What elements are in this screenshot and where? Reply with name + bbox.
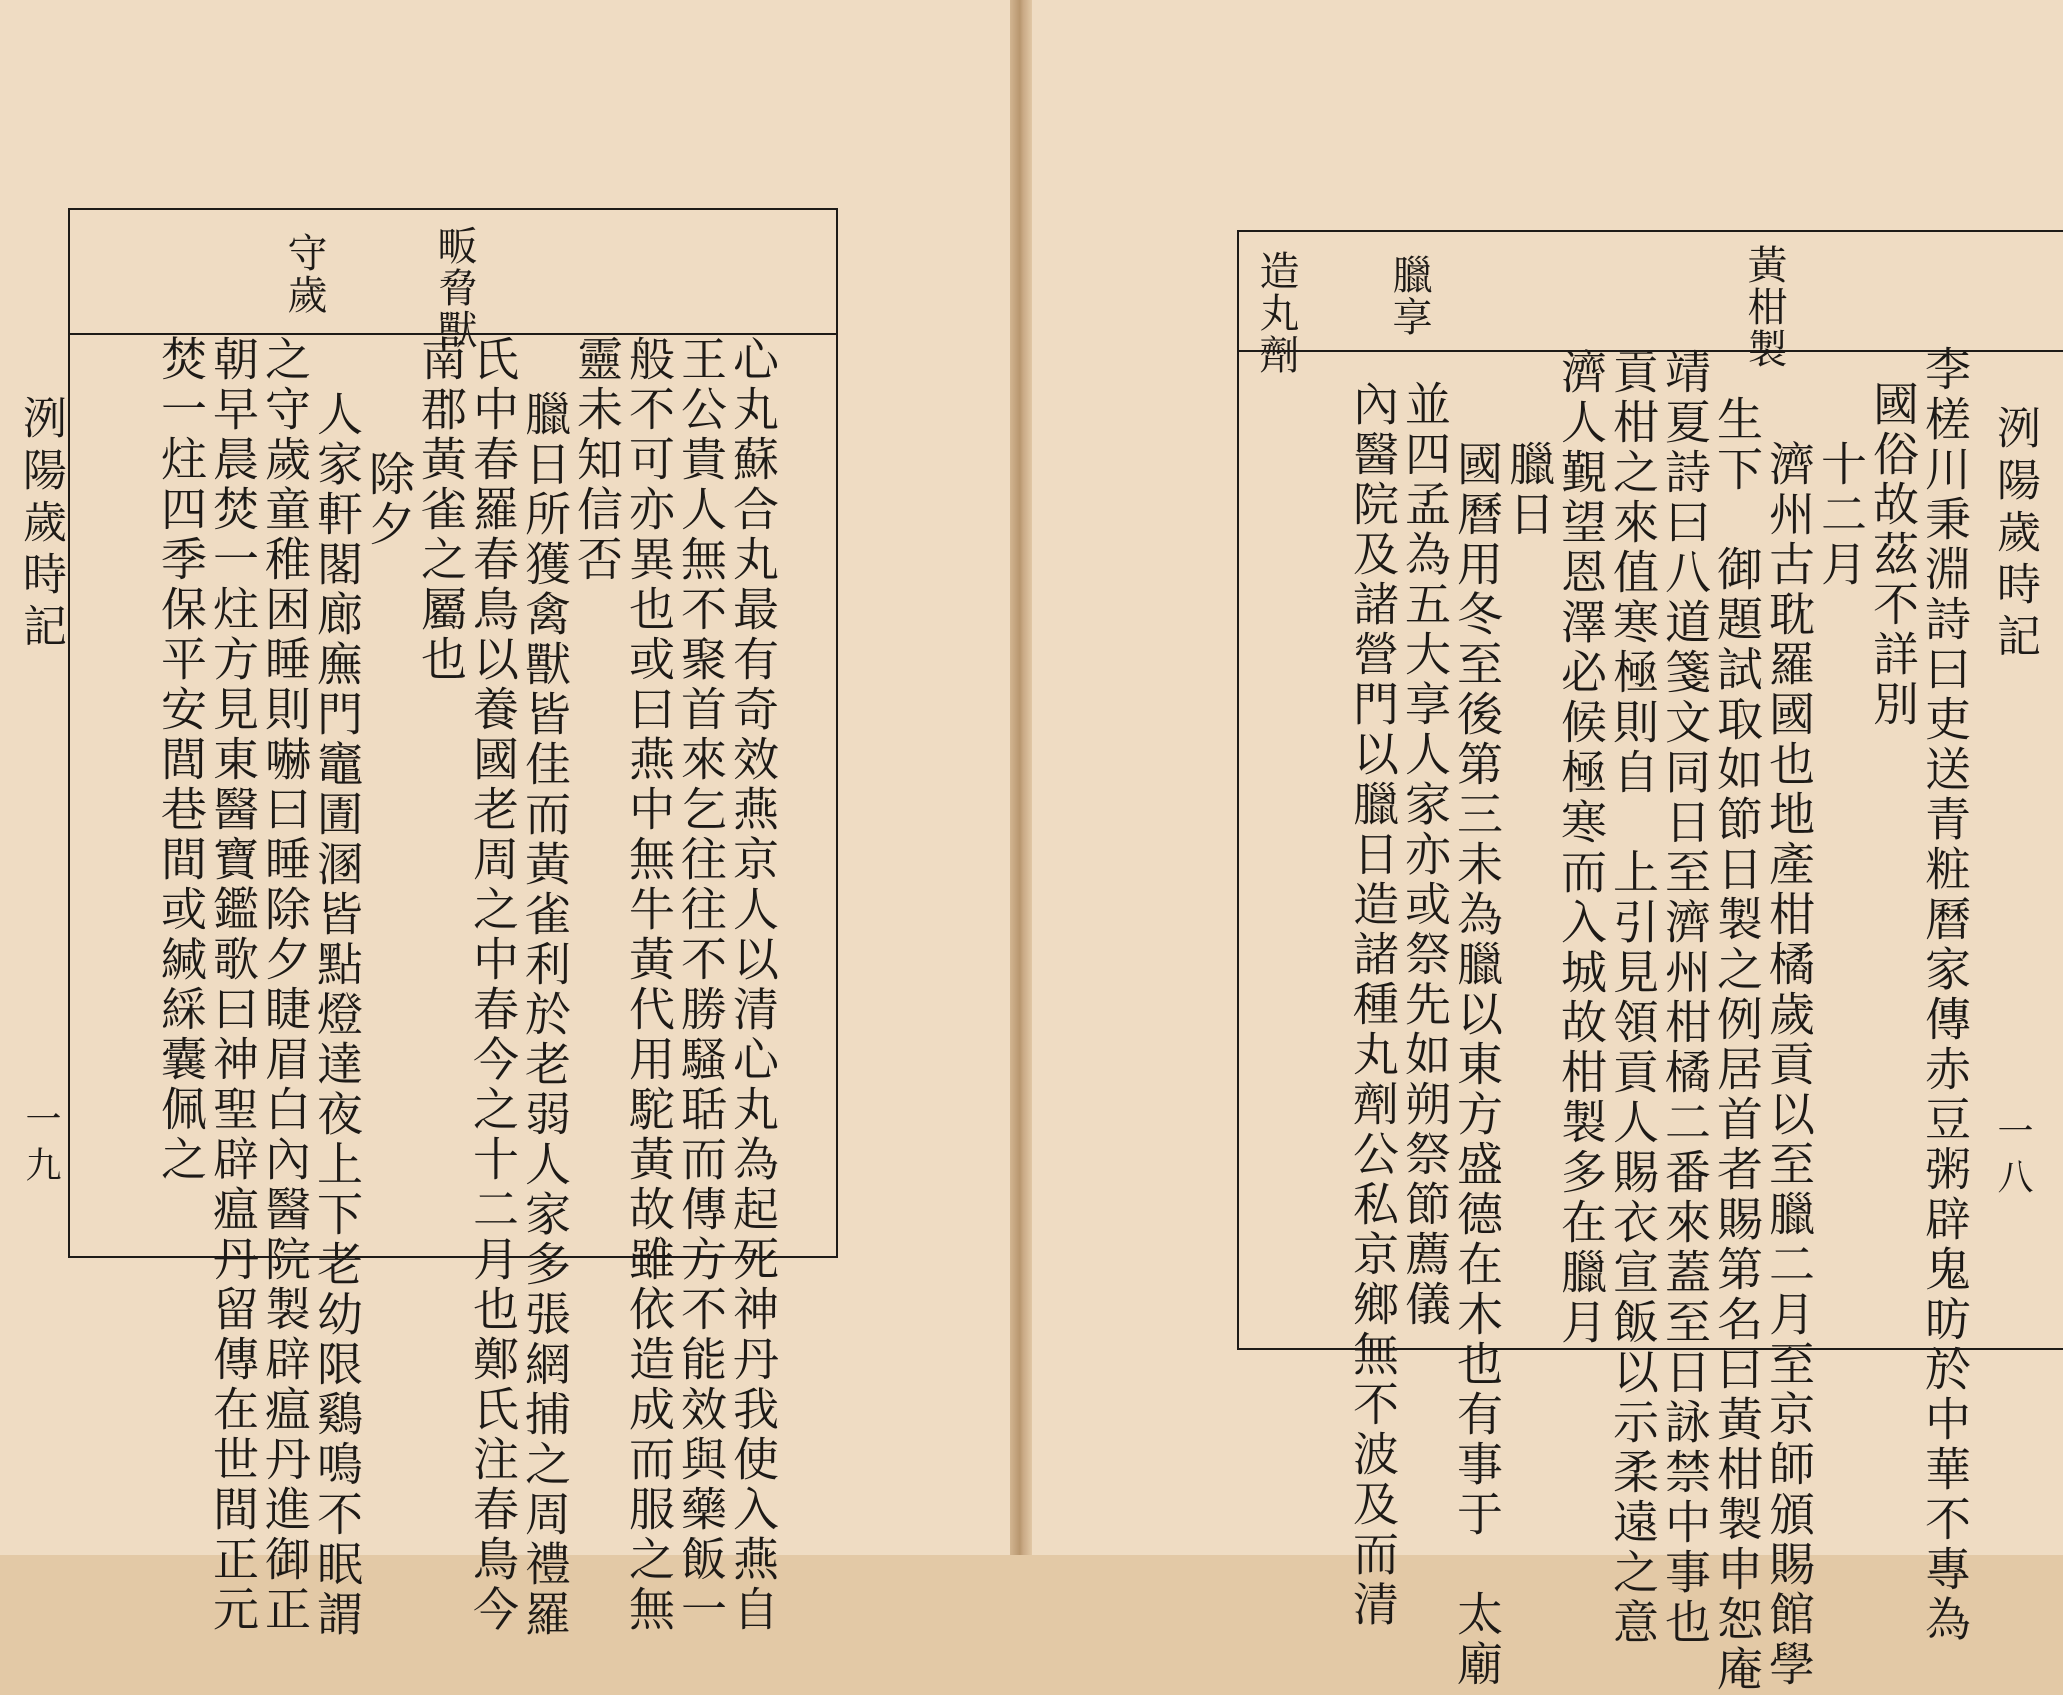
left-page xyxy=(0,0,1010,1640)
column-heading: 黃柑製 xyxy=(1741,244,1787,370)
text-column: 國俗故茲不詳別 xyxy=(1866,380,1920,730)
text-column: 臘日所獲禽獸皆佳而黃雀利於老弱人家多張網捕之周禮羅 xyxy=(518,390,572,1640)
text-column: 焚一炷四季保平安閭巷間或緘綵囊佩之 xyxy=(154,335,208,1185)
text-column: 人家軒閣廊廡門竈圊溷皆點燈達夜上下老幼限鷄鳴不眠謂 xyxy=(310,390,364,1640)
book-gutter xyxy=(1010,0,1032,1555)
text-column: 氏中春羅春鳥以養國老周之中春今之十二月也鄭氏注春鳥今 xyxy=(466,335,520,1635)
column-heading: 畈脅獸 xyxy=(431,225,477,351)
section-heading: 臘日 xyxy=(1502,440,1556,540)
text-column: 靖夏詩曰八道箋文同日至濟州柑橘二番來蓋至日詠禁中事也 xyxy=(1658,348,1712,1648)
text-column: 國曆用冬至後第三未為臘以東方盛德在木也有事于 太廟 xyxy=(1450,440,1504,1690)
text-column: 般不可亦異也或曰燕中無牛黃代用駝黃故雖依造成而服之無 xyxy=(622,335,676,1635)
text-column: 王公貴人無不聚首來乞往往不勝騷聒而傳方不能效與藥飯一 xyxy=(674,335,728,1635)
text-column: 濟州古耽羅國也地產柑橘歲貢以至臘二月至京師頒賜館學 xyxy=(1762,440,1816,1690)
text-column: 並四孟為五大享人家亦或祭先如朔祭節薦儀 xyxy=(1398,380,1452,1330)
page-number: 一八 xyxy=(1992,1112,2033,1204)
text-column: 李槎川秉淵詩曰吏送青粧曆家傳赤豆粥辟鬼昉於中華不專為 xyxy=(1918,345,1972,1645)
page-number: 一九 xyxy=(20,1100,61,1192)
text-column: 南郡黃雀之屬也 xyxy=(414,335,468,685)
right-page xyxy=(1032,0,2063,1695)
text-column: 朝早晨焚一炷方見東醫寶鑑歌曰神聖辟瘟丹留傳在世間正元 xyxy=(206,335,260,1635)
running-title: 洌陽歲時記 xyxy=(15,395,66,655)
text-column: 之守歲童稚困睡則嚇曰睡除夕睫眉白內醫院製辟瘟丹進御正 xyxy=(258,335,312,1635)
section-heading: 十二月 xyxy=(1814,440,1868,590)
text-column: 靈未知信否 xyxy=(570,335,624,585)
text-column: 內醫院及諸營門以臘日造諸種丸劑公私京鄉無不波及而清 xyxy=(1346,380,1400,1630)
text-column: 濟人覲望恩澤必候極寒而入城故柑製多在臘月 xyxy=(1554,348,1608,1348)
text-column: 貢柑之來值寒極則自 上引見領貢人賜衣宣飯以示柔遠之意 xyxy=(1606,348,1660,1648)
column-heading: 守歲 xyxy=(281,232,327,316)
column-heading: 造丸劑 xyxy=(1253,250,1299,376)
section-heading: 除夕 xyxy=(362,450,416,550)
running-title: 洌陽歲時記 xyxy=(1989,405,2040,665)
column-heading: 臘享 xyxy=(1386,254,1432,338)
text-column: 心丸蘇合丸最有奇效燕京人以清心丸為起死神丹我使入燕自 xyxy=(726,335,780,1635)
text-column: 生下 御題試取如節日製之例居首者賜第名曰黃柑製申恕庵 xyxy=(1710,395,1764,1695)
